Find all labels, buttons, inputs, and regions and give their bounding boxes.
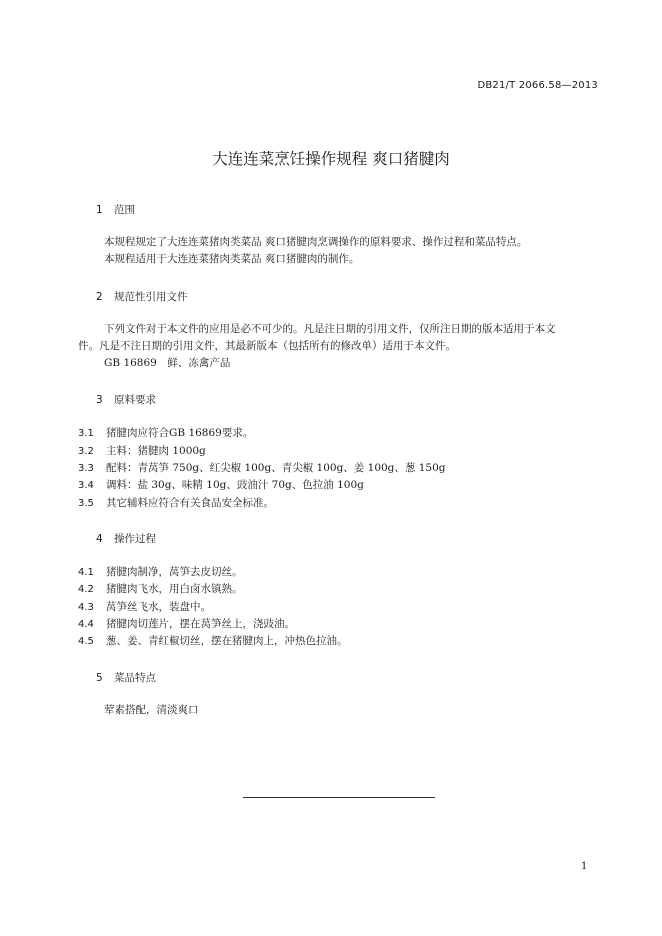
clause-3-3: 3.3 配料：青莴笋 750g、红尖椒 100g、青尖椒 100g、姜 100g、葱 150g <box>78 462 446 474</box>
section-number: 5 <box>96 672 103 684</box>
section-title: 原料要求 <box>114 394 156 406</box>
section-title: 菜品特点 <box>114 672 156 684</box>
clause-4-5: 4.5 葱、姜、青红椒切丝，摆在猪腱肉上，冲热色拉油。 <box>78 635 348 647</box>
document-title: 大连连菜烹饪操作规程 爽口猪腱肉 <box>212 150 450 168</box>
section-heading-normative-references <box>96 289 188 304</box>
dish-features-text: 荤素搭配，清淡爽口 <box>104 704 199 716</box>
section-title: 操作过程 <box>114 533 156 545</box>
clause-4-4: 4.4 猪腱肉切莲片，摆在莴笋丝上，浇豉油。 <box>78 618 295 630</box>
section-heading-raw-materials <box>96 392 156 407</box>
section-number: 2 <box>96 291 103 303</box>
section-heading-operation-process <box>96 531 156 546</box>
page-number: 1 <box>581 861 588 872</box>
section-number: 4 <box>96 533 103 545</box>
section-title: 规范性引用文件 <box>114 291 188 303</box>
clause-4-2: 4.2 猪腱肉飞水，用白卤水镇熟。 <box>78 583 243 595</box>
scope-paragraph-2: 本规程适用于大连连菜猪肉类菜品 爽口猪腱肉的制作。 <box>104 253 360 265</box>
section-number: 3 <box>96 394 103 406</box>
clause-4-1: 4.1 猪腱肉制净，莴笋去皮切丝。 <box>78 566 243 578</box>
section-heading-dish-features <box>96 670 156 685</box>
scope-paragraph-1: 本规程规定了大连连菜猪肉类菜品 爽口猪腱肉烹调操作的原料要求、操作过程和菜品特点。 <box>104 236 528 248</box>
document-code: DB21/T 2066.58—2013 <box>477 80 598 91</box>
clause-4-3: 4.3 莴笋丝飞水，装盘中。 <box>78 601 211 613</box>
section-heading-scope <box>96 202 135 217</box>
clause-3-5: 3.5 其它辅料应符合有关食品安全标准。 <box>78 497 274 509</box>
section-number: 1 <box>96 204 103 216</box>
clause-3-4: 3.4 调料：盐 30g、味精 10g、豉油汁 70g、色拉油 100g <box>78 479 364 491</box>
reference-gb16869: GB 16869 鲜、冻禽产品 <box>104 357 231 369</box>
clause-3-2: 3.2 主料：猪腱肉 1000g <box>78 445 206 457</box>
section-title: 范围 <box>114 204 135 216</box>
clause-3-1: 3.1 猪腱肉应符合GB 16869要求。 <box>78 427 254 439</box>
references-paragraph-line-1: 下列文件对于本文件的应用是必不可少的。凡是注日期的引用文件，仅所注日期的版本适用于本文 <box>104 323 556 335</box>
end-of-document-rule <box>243 797 435 798</box>
references-paragraph-line-2: 件。凡是不注日期的引用文件，其最新版本（包括所有的修改单）适用于本文件。 <box>78 340 456 352</box>
